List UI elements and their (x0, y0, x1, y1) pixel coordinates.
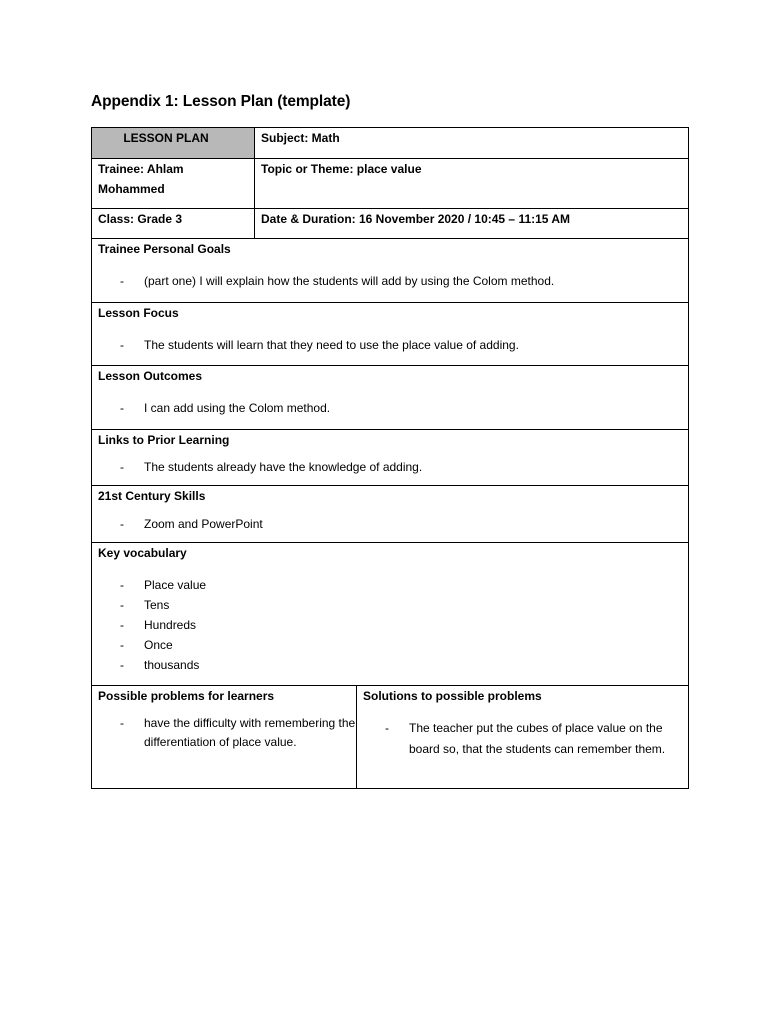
lesson-plan-table (91, 127, 689, 789)
lesson-focus-row (92, 303, 689, 366)
prior-learning-title: Links to Prior Learning (98, 433, 230, 447)
list-item: - Place value (98, 575, 688, 595)
list-item: - The students already have the knowledge of adding. (98, 457, 688, 477)
skills-cell (92, 486, 689, 543)
personal-goals-list (98, 271, 688, 291)
trainee-line-2: Mohammed (98, 182, 165, 196)
list-item: - The students will learn that they need to use the place value of adding. (98, 335, 688, 355)
vocabulary-cell (92, 543, 689, 686)
list-item: - Hundreds (98, 615, 688, 635)
problems-list (98, 714, 356, 752)
lesson-plan-label: LESSON PLAN (123, 131, 209, 145)
problems-title: Possible problems for learners (98, 689, 275, 703)
vocabulary-row (92, 543, 689, 686)
subject-cell: Subject: Math (255, 128, 689, 159)
header-row (92, 128, 689, 159)
list-item: - have the difficulty with remembering the differentiation of place value. (98, 714, 356, 752)
prior-learning-row (92, 430, 689, 486)
personal-goals-cell (92, 239, 689, 303)
problems-row (92, 686, 689, 789)
trainee-row (92, 159, 689, 209)
personal-goals-title: Trainee Personal Goals (98, 242, 231, 256)
skills-list (98, 514, 688, 534)
list-item: - thousands (98, 655, 688, 675)
lesson-outcomes-list (98, 398, 688, 418)
solutions-cell (357, 686, 689, 789)
lesson-outcomes-title: Lesson Outcomes (98, 369, 203, 383)
solutions-title: Solutions to possible problems (363, 689, 542, 703)
class-row (92, 209, 689, 239)
list-item: - The teacher put the cubes of place value on the board so, that the students can remember them. (363, 718, 688, 759)
list-item: - Tens (98, 595, 688, 615)
list-item: - Once (98, 635, 688, 655)
lesson-outcomes-cell (92, 366, 689, 430)
trainee-line-1: Trainee: Ahlam (98, 162, 184, 176)
personal-goals-row (92, 239, 689, 303)
page-title: Appendix 1: Lesson Plan (template) (91, 93, 351, 110)
topic-cell: Topic or Theme: place value (255, 159, 689, 209)
list-item: - I can add using the Colom method. (98, 398, 688, 418)
list-item: - (part one) I will explain how the students will add by using the Colom method. (98, 271, 688, 291)
solutions-list (363, 718, 688, 759)
lesson-focus-cell (92, 303, 689, 366)
skills-row (92, 486, 689, 543)
vocabulary-title: Key vocabulary (98, 546, 187, 560)
date-duration-cell: Date & Duration: 16 November 2020 / 10:45 – 11:15 AM (255, 209, 689, 239)
lesson-outcomes-row (92, 366, 689, 430)
prior-learning-cell (92, 430, 689, 486)
prior-learning-list (98, 457, 688, 477)
class-cell: Class: Grade 3 (92, 209, 255, 239)
problems-cell (92, 686, 357, 789)
vocabulary-list (98, 575, 688, 675)
skills-title: 21st Century Skills (98, 489, 206, 503)
trainee-cell (92, 159, 255, 209)
list-item: - Zoom and PowerPoint (98, 514, 688, 534)
lesson-plan-label-cell (92, 128, 255, 159)
lesson-focus-list (98, 335, 688, 355)
lesson-focus-title: Lesson Focus (98, 306, 179, 320)
